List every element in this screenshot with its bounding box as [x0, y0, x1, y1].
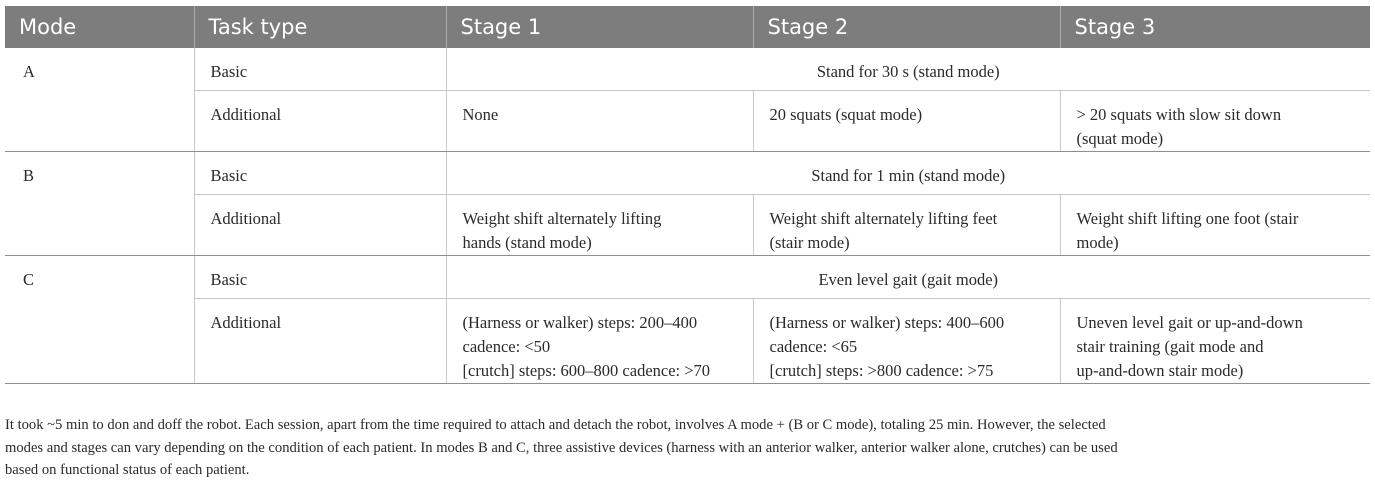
cell-line: (squat mode) — [1076, 129, 1164, 148]
basic-task-cell: Stand for 1 min (stand mode) — [446, 152, 1370, 195]
header-task-type: Task type — [194, 6, 446, 48]
mode-cell: C — [5, 256, 194, 384]
stage-3-cell — [1060, 195, 1370, 256]
stage-1-cell — [446, 299, 753, 384]
header-mode: Mode — [5, 6, 194, 48]
cell-line: (Harness or walker) steps: 200–400 — [462, 313, 698, 332]
table-row — [5, 48, 1370, 91]
stage-3-cell — [1060, 299, 1370, 384]
cell-line: Weight shift alternately lifting — [462, 209, 662, 228]
cell-line: > 20 squats with slow sit down — [1076, 105, 1282, 124]
table-row — [5, 152, 1370, 195]
cell-line: mode) — [1076, 233, 1119, 252]
cell-line: Uneven level gait or up-and-down — [1076, 313, 1303, 332]
footnote-line: It took ~5 min to don and doff the robot. Each session, apart from the time required to attach and detach the robot, involves A mode + (B or C mode), totaling 25 min. However, the selected — [5, 417, 1106, 433]
mode-cell: A — [5, 48, 194, 152]
stage-3-cell — [1060, 91, 1370, 152]
mode-cell: B — [5, 152, 194, 256]
header-stage-3: Stage 3 — [1060, 6, 1370, 48]
task-type-cell: Basic — [194, 256, 446, 299]
footnote-line: based on functional status of each patient. — [5, 462, 250, 478]
cell-line: hands (stand mode) — [462, 233, 592, 252]
cell-line: Weight shift lifting one foot (stair — [1076, 209, 1299, 228]
cell-line: Weight shift alternately lifting feet — [769, 209, 998, 228]
basic-task-cell: Even level gait (gait mode) — [446, 256, 1370, 299]
task-type-cell: Additional — [194, 299, 446, 384]
stage-2-cell — [753, 195, 1060, 256]
cell-line: cadence: <50 — [462, 337, 551, 356]
footnote-line: modes and stages can vary depending on the condition of each patient. In modes B and C, three assistive devices (harness with an anterior walker, anterior walker alone, crutches) can be used — [5, 439, 1118, 456]
stage-2-cell — [753, 299, 1060, 384]
task-type-cell: Additional — [194, 195, 446, 256]
table-row — [5, 256, 1370, 299]
task-type-cell: Basic — [194, 48, 446, 91]
task-type-cell: Additional — [194, 91, 446, 152]
table-row — [5, 195, 1370, 256]
table-footnote — [5, 414, 1365, 482]
stage-1-cell — [446, 195, 753, 256]
training-protocol-table — [5, 6, 1370, 384]
cell-line: [crutch] steps: >800 cadence: >75 — [769, 361, 994, 380]
stage-2-cell: 20 squats (squat mode) — [753, 91, 1060, 152]
cell-line: cadence: <65 — [769, 337, 858, 356]
table-row — [5, 299, 1370, 384]
basic-task-cell: Stand for 30 s (stand mode) — [446, 48, 1370, 91]
cell-line: up-and-down stair mode) — [1076, 361, 1244, 380]
table-container — [5, 6, 1370, 384]
table-header-row — [5, 6, 1370, 48]
header-stage-2: Stage 2 — [753, 6, 1060, 48]
cell-line: stair training (gait mode and — [1076, 337, 1264, 356]
table-row — [5, 91, 1370, 152]
stage-1-cell: None — [446, 91, 753, 152]
header-stage-1: Stage 1 — [446, 6, 753, 48]
cell-line: (Harness or walker) steps: 400–600 — [769, 313, 1005, 332]
cell-line: (stair mode) — [769, 233, 850, 252]
cell-line: [crutch] steps: 600–800 cadence: >70 — [462, 361, 711, 380]
task-type-cell: Basic — [194, 152, 446, 195]
